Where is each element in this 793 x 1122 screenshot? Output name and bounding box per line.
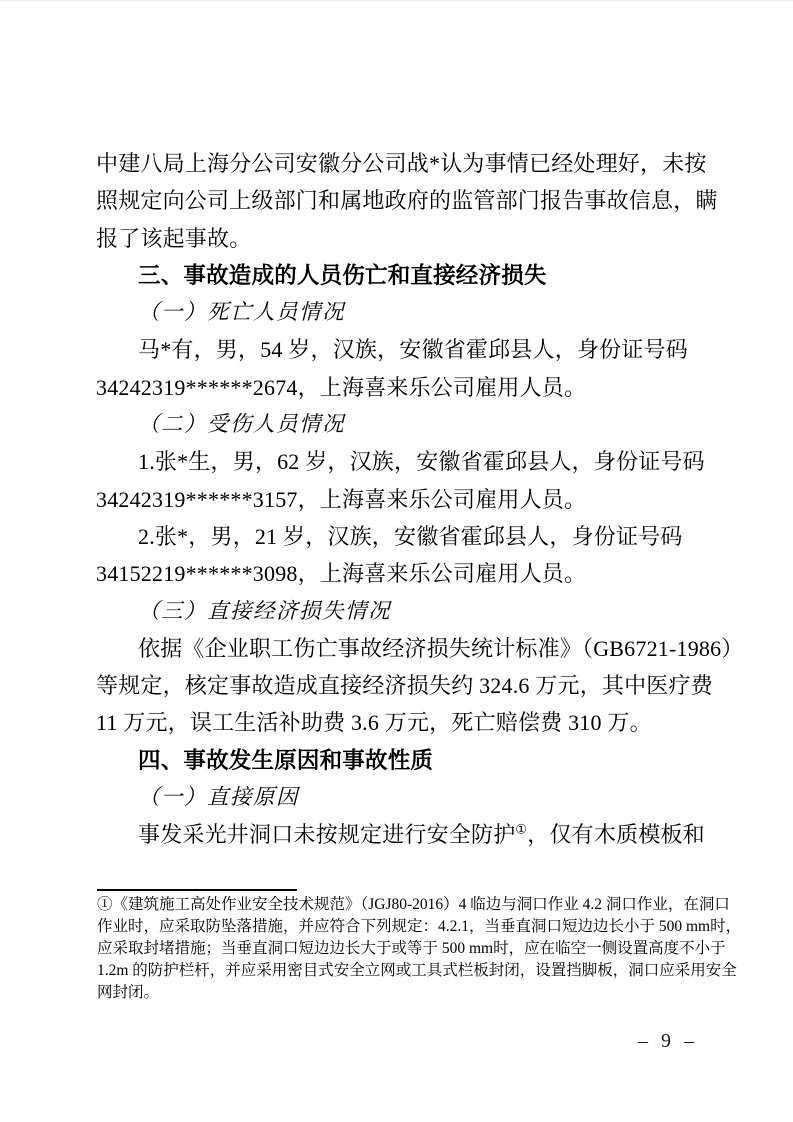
paragraph-line: 34152219******3098，上海喜来乐公司雇用人员。 bbox=[96, 561, 587, 587]
section-heading-text: 四、事故发生原因和事故性质 bbox=[138, 747, 434, 773]
footnote-line: 网封闭。 bbox=[97, 984, 160, 1001]
paragraph-line: 34242319******3157，上海喜来乐公司雇用人员。 bbox=[96, 486, 587, 512]
subheading-text: （一）死亡人员情况 bbox=[138, 300, 346, 325]
body-paragraph bbox=[96, 145, 716, 257]
subheading-text: （一）直接原因 bbox=[138, 785, 300, 810]
paragraph-line: 报了该起事故。 bbox=[96, 225, 252, 251]
footnote-divider bbox=[97, 889, 297, 891]
paragraph-line bbox=[96, 816, 716, 853]
paragraph-line: 马*有，男，54 岁，汉族，安徽省霍邱县人，身份证号码 bbox=[138, 337, 688, 363]
section-heading-3 bbox=[96, 257, 716, 294]
paragraph-line: 依据《企业职工伤亡事故经济损失统计标准》（GB6721-1986） bbox=[138, 635, 744, 661]
text-after-ref: ，仅有木质模板和 bbox=[527, 822, 705, 848]
footnote bbox=[97, 894, 742, 1004]
section-heading-text: 三、事故造成的人员伤亡和直接经济损失 bbox=[138, 262, 547, 288]
footnote-line: ①《建筑施工高处作业安全技术规范》（JGJ80-2016）4 临边与洞口作业 4.2 洞口作业，在洞口 bbox=[97, 896, 730, 913]
paragraph-line: 1.张*生，男，62 岁，汉族，安徽省霍邱县人，身份证号码 bbox=[138, 449, 705, 475]
footnote-line: 1.2m 的防护栏杆，并应采用密目式安全立网或工具式栏板封闭，设置挡脚板，洞口应采用安全 bbox=[97, 962, 737, 979]
subheading-direct-cause bbox=[96, 779, 716, 816]
section-heading-4 bbox=[96, 742, 716, 779]
text-before-ref: 事发采光井洞口未按规定进行安全防护 bbox=[138, 822, 516, 848]
body-paragraph bbox=[96, 816, 716, 853]
body-paragraph bbox=[96, 443, 716, 518]
subheading-text: （三）直接经济损失情况 bbox=[138, 598, 392, 623]
subheading-economic-loss bbox=[96, 593, 716, 630]
paragraph-line: 11 万元，误工生活补助费 3.6 万元，死亡赔偿费 310 万。 bbox=[96, 710, 652, 736]
document-body bbox=[96, 145, 744, 854]
subheading-text: （二）受伤人员情况 bbox=[138, 412, 346, 437]
paragraph-line: 2.张*，男，21 岁，汉族，安徽省霍邱县人，身份证号码 bbox=[138, 523, 683, 549]
paragraph-line: 等规定，核定事故造成直接经济损失约 324.6 万元，其中医疗费 bbox=[96, 673, 713, 699]
footnote-reference-mark: ① bbox=[515, 822, 528, 838]
subheading-deaths bbox=[96, 294, 716, 331]
paragraph-line: 34242319******2674，上海喜来乐公司雇用人员。 bbox=[96, 374, 587, 400]
paragraph-line: 照规定向公司上级部门和属地政府的监管部门报告事故信息，瞒 bbox=[96, 188, 718, 214]
page-number: – 9 – bbox=[638, 1030, 698, 1052]
footnote-line: 作业时，应采取防坠落措施，并应符合下列规定：4.2.1，当垂直洞口短边边长小于 500 mm时， bbox=[97, 918, 742, 935]
subheading-injured bbox=[96, 406, 716, 443]
body-paragraph bbox=[96, 630, 744, 742]
body-paragraph bbox=[96, 331, 716, 406]
footnote-line: 应采取封堵措施；当垂直洞口短边边长大于或等于 500 mm时，应在临空一侧设置高度不小于 bbox=[97, 940, 726, 957]
paragraph-line: 中建八局上海分公司安徽分公司战*认为事情已经处理好，未按 bbox=[96, 151, 707, 176]
body-paragraph bbox=[96, 518, 716, 593]
